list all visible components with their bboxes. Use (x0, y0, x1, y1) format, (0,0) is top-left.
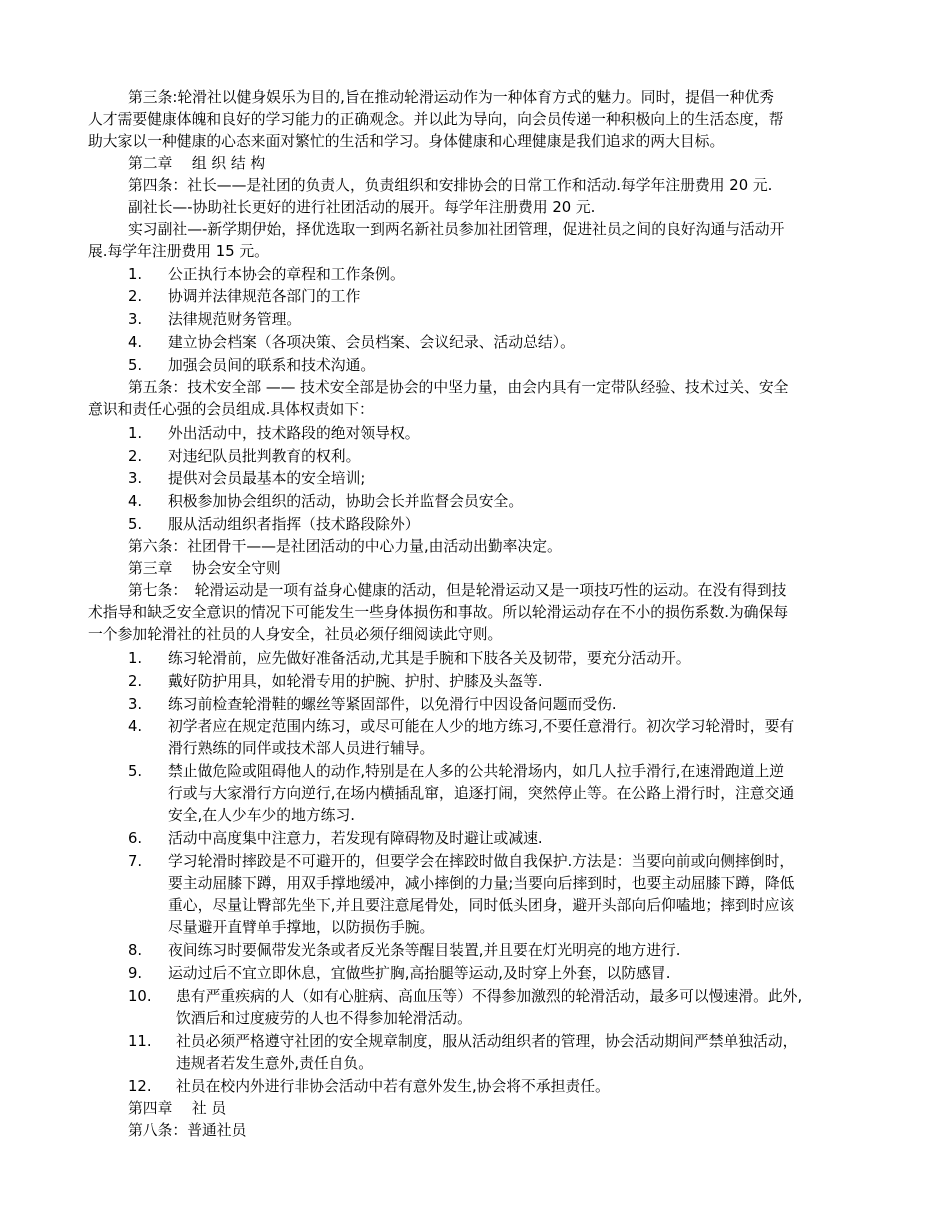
art7-line-2: 术指导和缺乏安全意识的情况下可能发生一些身体损伤和事故。所以轮滑运动存在不小的损伤系数.为确保每 (88, 604, 789, 621)
art3-line-2: 人才需要健康体魄和良好的学习能力的正确观念。并以此为导向，向会员传递一种积极向上的生活态度，帮 (88, 111, 784, 128)
art5-line-1: 第五条：技术安全部 —— 技术安全部是协会的中坚力量，由会内具有一定带队经验、技术过关、安全 (128, 379, 789, 396)
art4-item-3-number: 3. (128, 311, 143, 328)
rule-5-line-2: 行或与大家滑行方向逆行,在场内横插乱窜，追逐打闹，突然停止等。在公路上滑行时，注意交通 (168, 785, 795, 802)
art5-item-1-number: 1. (128, 425, 143, 442)
rule-6-line-1: 活动中高度集中注意力，若发现有障碍物及时避让或减速. (168, 830, 543, 847)
rule-7-line-4: 尽量避开直臂单手撑地，以防损伤手腕。 (168, 919, 435, 936)
rule-9-number: 9. (128, 965, 143, 982)
rule-2-line-1: 戴好防护用具，如轮滑专用的护腕、护肘、护膝及头盔等. (168, 673, 543, 690)
rule-7-number: 7. (128, 853, 143, 870)
art3-line-3: 助大家以一种健康的心态来面对繁忙的生活和学习。身体健康和心理健康是我们追求的两大目标。 (88, 133, 725, 150)
rule-12-line-1: 社员在校内外进行非协会活动中若有意外发生,协会将不承担责任。 (176, 1078, 610, 1095)
art3-line-1: 第三条:轮滑社以健身娱乐为目的,旨在推动轮滑运动作为一种体育方式的魅力。同时，提倡一种优秀 (128, 89, 774, 106)
art4-item-2-text: 协调并法律规范各部门的工作 (168, 288, 361, 305)
rule-1-number: 1. (128, 650, 143, 667)
rule-2-number: 2. (128, 673, 143, 690)
rule-4-line-1: 初学者应在规定范围内练习，或尽可能在人少的地方练习,不要任意滑行。初次学习轮滑时，要有 (168, 718, 795, 735)
art5-line-2: 意识和责任心强的会员组成.具体权责如下： (88, 401, 374, 418)
art4-item-5-number: 5. (128, 357, 143, 374)
chapter-4-title: 第四章 社 员 (128, 1100, 227, 1117)
rule-1-line-1: 练习轮滑前，应先做好准备活动,尤其是手腕和下肢各关及韧带，要充分活动开。 (168, 650, 691, 667)
rule-10-number: 10. (128, 988, 152, 1005)
art4-item-2-number: 2. (128, 288, 143, 305)
rule-8-line-1: 夜间练习时要佩带发光条或者反光条等醒目装置,并且要在灯光明亮的地方进行. (168, 942, 681, 959)
rule-11-line-1: 社员必须严格遵守社团的安全规章制度，服从活动组织者的管理，协会活动期间严禁单独活动， (176, 1033, 798, 1050)
rule-4-number: 4. (128, 718, 143, 735)
rule-8-number: 8. (128, 942, 143, 959)
art5-item-4-number: 4. (128, 493, 143, 510)
rule-9-line-1: 运动过后不宜立即休息，宜做些扩胸,高抬腿等运动,及时穿上外套，以防感冒. (168, 965, 671, 982)
art5-item-3-number: 3. (128, 470, 143, 487)
rule-3-number: 3. (128, 696, 143, 713)
art5-item-3-text: 提供对会员最基本的安全培训; (168, 470, 366, 487)
rule-10-line-2: 饮酒后和过度疲劳的人也不得参加轮滑活动。 (176, 1010, 472, 1027)
art5-item-5-number: 5. (128, 516, 143, 533)
art4-item-1-number: 1. (128, 266, 143, 283)
art4-item-4-number: 4. (128, 334, 143, 351)
rule-4-line-2: 滑行熟练的同伴或技术部人员进行辅导。 (168, 740, 435, 757)
art8-line: 第八条：普通社员 (128, 1122, 247, 1139)
rule-7-line-3: 重心，尽量让臀部先坐下,并且要注意尾骨处，同时低头团身，避开头部向后仰嗑地；摔到时应该 (168, 897, 795, 914)
rule-3-line-1: 练习前检查轮滑鞋的螺丝等紧固部件，以免滑行中因设备问题而受伤. (168, 696, 617, 713)
art4-item-4-text: 建立协会档案（各项决策、会员档案、会议纪录、活动总结）。 (168, 334, 575, 351)
rule-6-number: 6. (128, 830, 143, 847)
rule-5-line-3: 安全,在人少车少的地方练习. (168, 807, 355, 824)
chapter-2-title: 第二章 组 织 结 构 (128, 155, 266, 172)
art7-line-1: 第七条： 轮滑运动是一项有益身心健康的活动，但是轮滑运动又是一项技巧性的运动。在没有得到技 (128, 582, 787, 599)
rule-12-number: 12. (128, 1078, 152, 1095)
art4-item-1-text: 公正执行本协会的章程和工作条例。 (168, 266, 405, 283)
art5-item-1-text: 外出活动中，技术路段的绝对领导权。 (168, 425, 420, 442)
rule-5-number: 5. (128, 763, 143, 780)
rule-11-number: 11. (128, 1033, 152, 1050)
rule-7-line-2: 要主动屈膝下蹲，用双手撑地缓冲，减小摔倒的力量;当要向后摔到时，也要主动屈膝下蹲，降低 (168, 875, 795, 892)
art4-item-3-text: 法律规范财务管理。 (168, 311, 302, 328)
art5-item-4-text: 积极参加协会组织的活动，协助会长并监督会员安全。 (168, 493, 524, 510)
rule-10-line-1: 患有严重疾病的人（如有心脏病、高血压等）不得参加激烈的轮滑活动，最多可以慢速滑。此外, (176, 988, 803, 1005)
rule-11-line-2: 违规者若发生意外,责任自负。 (176, 1055, 374, 1072)
art4-item-5-text: 加强会员间的联系和技术沟通。 (168, 357, 376, 374)
art6-line: 第六条：社团骨干——是社团活动的中心力量,由活动出勤率决定。 (128, 538, 562, 555)
art5-item-2-number: 2. (128, 448, 143, 465)
art4-line-2: 副社长—-协助社长更好的进行社团活动的展开。每学年注册费用 20 元. (128, 199, 596, 216)
art5-item-2-text: 对违纪队员批判教育的权利。 (168, 448, 361, 465)
art4-line-1: 第四条：社长——是社团的负责人，负责组织和安排协会的日常工作和活动.每学年注册费用 20 元. (128, 177, 773, 194)
chapter-3-title: 第三章 协会安全守则 (128, 560, 281, 577)
art4-line-4: 展.每学年注册费用 15 元。 (88, 243, 269, 260)
art5-item-5-text: 服从活动组织者指挥（技术路段除外） (168, 516, 420, 533)
rule-7-line-1: 学习轮滑时摔跤是不可避开的，但要学会在摔跤时做自我保护.方法是：当要向前或向侧摔倒时， (168, 853, 795, 870)
art7-line-3: 一个参加轮滑社的社员的人身安全，社员必须仔细阅读此守则。 (88, 626, 503, 643)
rule-5-line-1: 禁止做危险或阻碍他人的动作,特别是在人多的公共轮滑场内，如几人拉手滑行,在速滑跑道上逆 (168, 763, 785, 780)
art4-line-3: 实习副社—-新学期伊始，择优选取一到两名新社员参加社团管理，促进社员之间的良好沟通与活动开 (128, 221, 785, 238)
